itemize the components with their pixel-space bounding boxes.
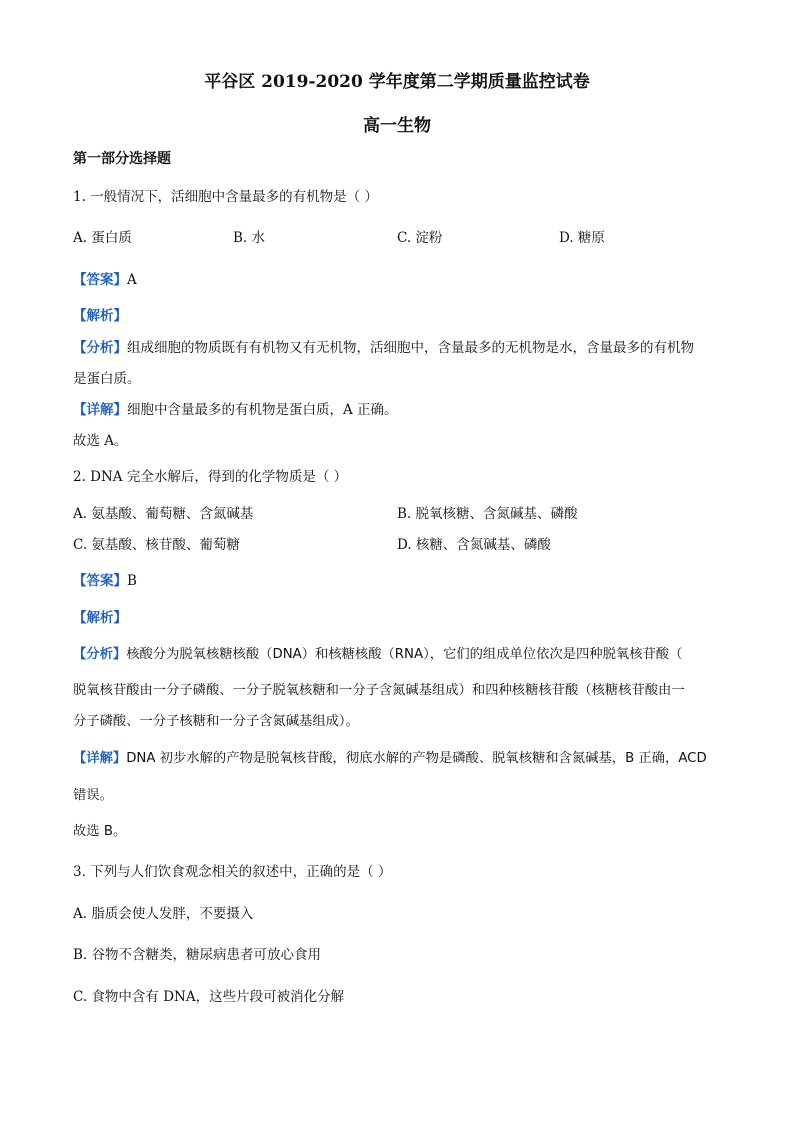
- section-title: 第一部分选择题: [73, 151, 171, 167]
- analysis-text: 核酸分为脱氧核糖核酸（DNA）和核糖核酸（RNA），它们的组成单位依次是四种脱氧核苷酸（: [126, 647, 683, 662]
- question-2-stem: 2. DNA 完全水解后，得到的化学物质是（ ）: [73, 469, 348, 485]
- question-1-conclusion: 故选 A。: [73, 433, 128, 449]
- analysis-tag: 【分析】: [73, 340, 127, 356]
- question-2-conclusion: 故选 B。: [73, 824, 127, 839]
- question-1-option-c: C. 淀粉: [397, 230, 443, 246]
- question-3-option-b: B. 谷物不含糖类，糖尿病患者可放心食用: [73, 947, 322, 963]
- answer-value: A: [127, 272, 137, 288]
- question-2-analysis-cont2: 分子磷酸、一分子核糖和一分子含氮碱基组成）。: [73, 714, 359, 729]
- question-2-detail-cont: 错误。: [73, 788, 113, 803]
- question-3-stem: 3. 下列与人们饮食观念相关的叙述中，正确的是（ ）: [73, 864, 392, 880]
- question-1-analysis-cont: 是蛋白质。: [73, 371, 141, 387]
- question-1-option-b: B. 水: [233, 230, 266, 246]
- page-subtitle: 高一生物: [363, 116, 431, 136]
- detail-text: DNA 初步水解的产物是脱氧核苷酸，彻底水解的产物是磷酸、脱氧核糖和含氮碱基，B 正确，ACD: [126, 751, 707, 766]
- detail-tag: 【详解】: [73, 402, 127, 418]
- question-2-answer: [73, 572, 137, 590]
- detail-text: 细胞中含量最多的有机物是蛋白质，A 正确。: [127, 402, 398, 418]
- answer-tag: 【答案】: [73, 573, 127, 589]
- analysis-text: 组成细胞的物质既有有机物又有无机物，活细胞中，含量最多的无机物是水，含量最多的有机物: [127, 340, 694, 356]
- question-2-jiexi-tag: 【解析】: [73, 610, 127, 626]
- question-2-option-d: D. 核糖、含氮碱基、磷酸: [397, 537, 551, 553]
- question-1-stem: 1. 一般情况下，活细胞中含量最多的有机物是（ ）: [73, 189, 378, 205]
- question-1-detail: [73, 401, 398, 419]
- question-1-jiexi-tag: 【解析】: [73, 308, 127, 324]
- analysis-tag: 【分析】: [73, 647, 127, 662]
- question-3-option-c: C. 食物中含有 DNA，这些片段可被消化分解: [73, 989, 345, 1005]
- answer-value: B: [127, 573, 137, 589]
- answer-tag: 【答案】: [73, 272, 127, 288]
- page-title: 平谷区 2019-2020 学年度第二学期质量监控试卷: [204, 72, 590, 92]
- question-1-option-a: A. 蛋白质: [73, 230, 132, 246]
- question-2-analysis-cont: 脱氧核苷酸由一分子磷酸、一分子脱氧核糖和一分子含氮碱基组成）和四种核糖核苷酸（核糖核苷酸由一: [73, 683, 685, 698]
- question-2-option-a: A. 氨基酸、葡萄糖、含氮碱基: [73, 506, 254, 522]
- question-1-analysis: [73, 339, 694, 357]
- question-2-option-c: C. 氨基酸、核苷酸、葡萄糖: [73, 537, 240, 553]
- question-1-answer: [73, 271, 137, 289]
- question-2-analysis: [73, 646, 682, 664]
- question-1-option-d: D. 糖原: [559, 230, 605, 246]
- question-2-option-b: B. 脱氧核糖、含氮碱基、磷酸: [397, 506, 578, 522]
- detail-tag: 【详解】: [73, 751, 127, 766]
- question-3-option-a: A. 脂质会使人发胖，不要摄入: [73, 906, 254, 922]
- question-2-detail: [73, 750, 707, 768]
